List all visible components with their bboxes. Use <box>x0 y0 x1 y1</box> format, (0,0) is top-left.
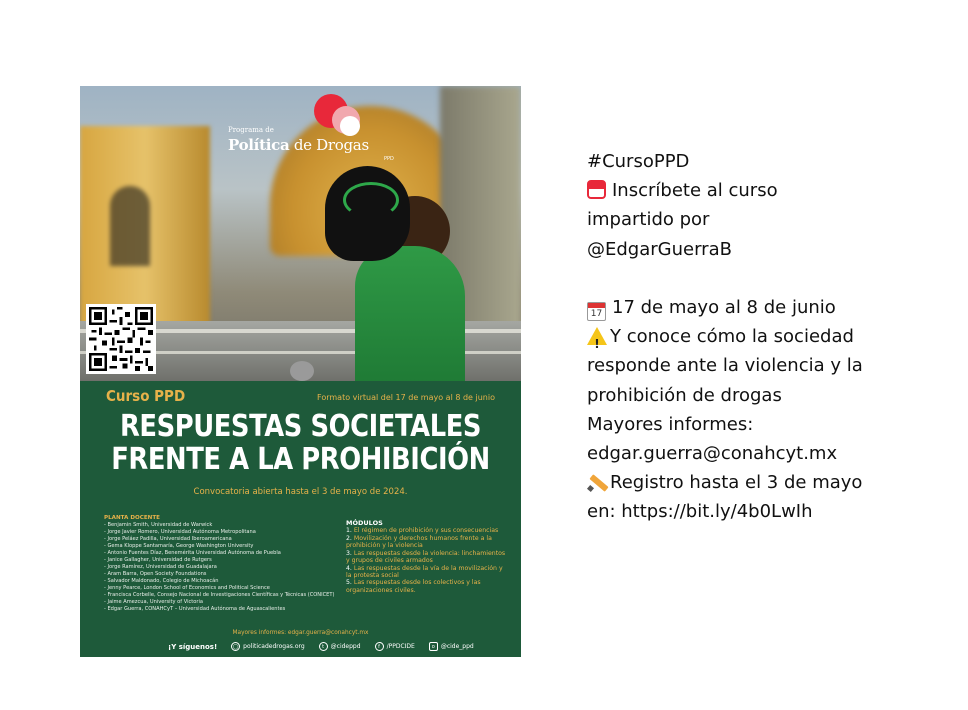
post-caption: #CursoPPD Inscríbete al curso impartido por @EdgarGuerraB 17 17 de mayo al 8 de junio !Y conoce cómo la sociedad responde ante la violencia y la prohibición de drogas Mayores informes: edgar.guerra@conahcyt.mx Registro hasta el 3 de mayo en: https://bit.ly/4b0LwIh <box>587 147 957 527</box>
globe-icon: ◯ <box>232 644 239 650</box>
twitter-link[interactable]: t @cideppd <box>319 642 361 651</box>
course-label: Curso PPD <box>106 387 186 405</box>
hashtag[interactable]: #CursoPPD <box>587 151 690 172</box>
format-dates: Formato virtual del 17 de mayo al 8 de junio <box>317 393 495 402</box>
faculty-item: - Jenny Pearce, London School of Economics and Political Science <box>104 585 270 591</box>
instagram-link[interactable]: o @cide_ppd <box>429 642 474 651</box>
faculty-list <box>104 522 335 613</box>
module-item: 4. Las respuestas desde la vía de la movilización y la protesta social <box>346 564 503 579</box>
module-item: 5. Las respuestas desde los colectivos y las organizaciones civiles. <box>346 579 481 594</box>
registration-link[interactable]: en: https://bit.ly/4b0LwIh <box>587 501 813 523</box>
follow-us-label: ¡Y síguenos! <box>168 642 218 651</box>
social-bar <box>168 642 474 651</box>
faculty-item: - Jorge Peláez Padilla, Universidad Iberoamericana <box>104 536 232 542</box>
faculty-item: - Janice Gallagher, Universidad de Rutgers <box>104 557 212 563</box>
modules-list <box>346 527 506 594</box>
module-item: 1. El régimen de prohibición y sus consecuencias <box>346 527 499 534</box>
faculty-item: - Gema Kloppe Santamaría, George Washington University <box>104 543 254 549</box>
ppd-logo: Programa de Política de Drogas PPD <box>228 94 408 158</box>
modules-title: MÓDULOS <box>346 519 383 527</box>
faculty-item: - Aram Barra, Open Society Foundations <box>104 571 207 577</box>
person-green-shirt <box>355 246 465 381</box>
facebook-icon: f <box>375 642 384 651</box>
more-info: Mayores informes: edgar.guerra@conahcyt.mx <box>232 630 369 636</box>
call-deadline: Convocatoria abierta hasta el 3 de mayo de 2024. <box>193 487 408 497</box>
faculty-item: - Salvador Maldonado, Colegio de Michoacán <box>104 578 219 584</box>
email-link[interactable]: edgar.guerra@conahcyt.mx <box>587 443 838 465</box>
mention-link[interactable]: @EdgarGuerraB <box>587 238 732 260</box>
faculty-item: - Benjamin Smith, Universidad de Warwick <box>104 522 213 528</box>
faculty-item: - Jorge Ramírez, Universidad de Guadalajara <box>104 564 217 570</box>
headline-line-1: RESPUESTAS SOCIETALES <box>119 409 482 444</box>
module-item: 2. Movilización y derechos humanos frente a la prohibición y la violencia <box>346 534 492 549</box>
name-badge-icon <box>587 180 606 199</box>
faculty-item: - Edgar Guerra, CONAHCyT – Universidad Autónoma de Aguascalientes <box>104 606 286 612</box>
facebook-link[interactable]: f /PPDCIDE <box>375 642 415 651</box>
faculty-item: - Antonio Fuentes Díaz, Benemérita Universidad Autónoma de Puebla <box>104 550 281 556</box>
poster-photo <box>80 86 521 381</box>
pencil-icon <box>587 472 607 491</box>
headline-line-2: FRENTE A LA PROHIBICIÓN <box>111 442 490 477</box>
calendar-icon: 17 <box>587 302 606 321</box>
poster-info-panel <box>80 381 521 657</box>
instagram-icon: o <box>429 642 438 651</box>
module-item: 3. Las respuestas desde la violencia: linchamientos y grupos de civiles armados <box>346 549 506 564</box>
faculty-item: - Jorge Javier Romero, Universidad Autónoma Metropolitana <box>104 529 256 535</box>
faculty-title: PLANTA DOCENTE <box>104 515 160 521</box>
wrestling-mask <box>325 166 410 261</box>
warning-icon <box>587 326 607 345</box>
faculty-item: - Francisca Corbelle, Consejo Nacional de Investigaciones Científicas y Técnicas (CONICET) <box>104 592 335 598</box>
microphone <box>290 361 314 381</box>
qr-code[interactable] <box>86 304 156 374</box>
web-link[interactable]: ◯ politicadedrogas.org <box>232 643 305 650</box>
twitter-icon: t <box>319 642 328 651</box>
course-poster <box>80 86 521 657</box>
faculty-item: - Jaime Amezcua, University of Victoria <box>104 599 204 605</box>
